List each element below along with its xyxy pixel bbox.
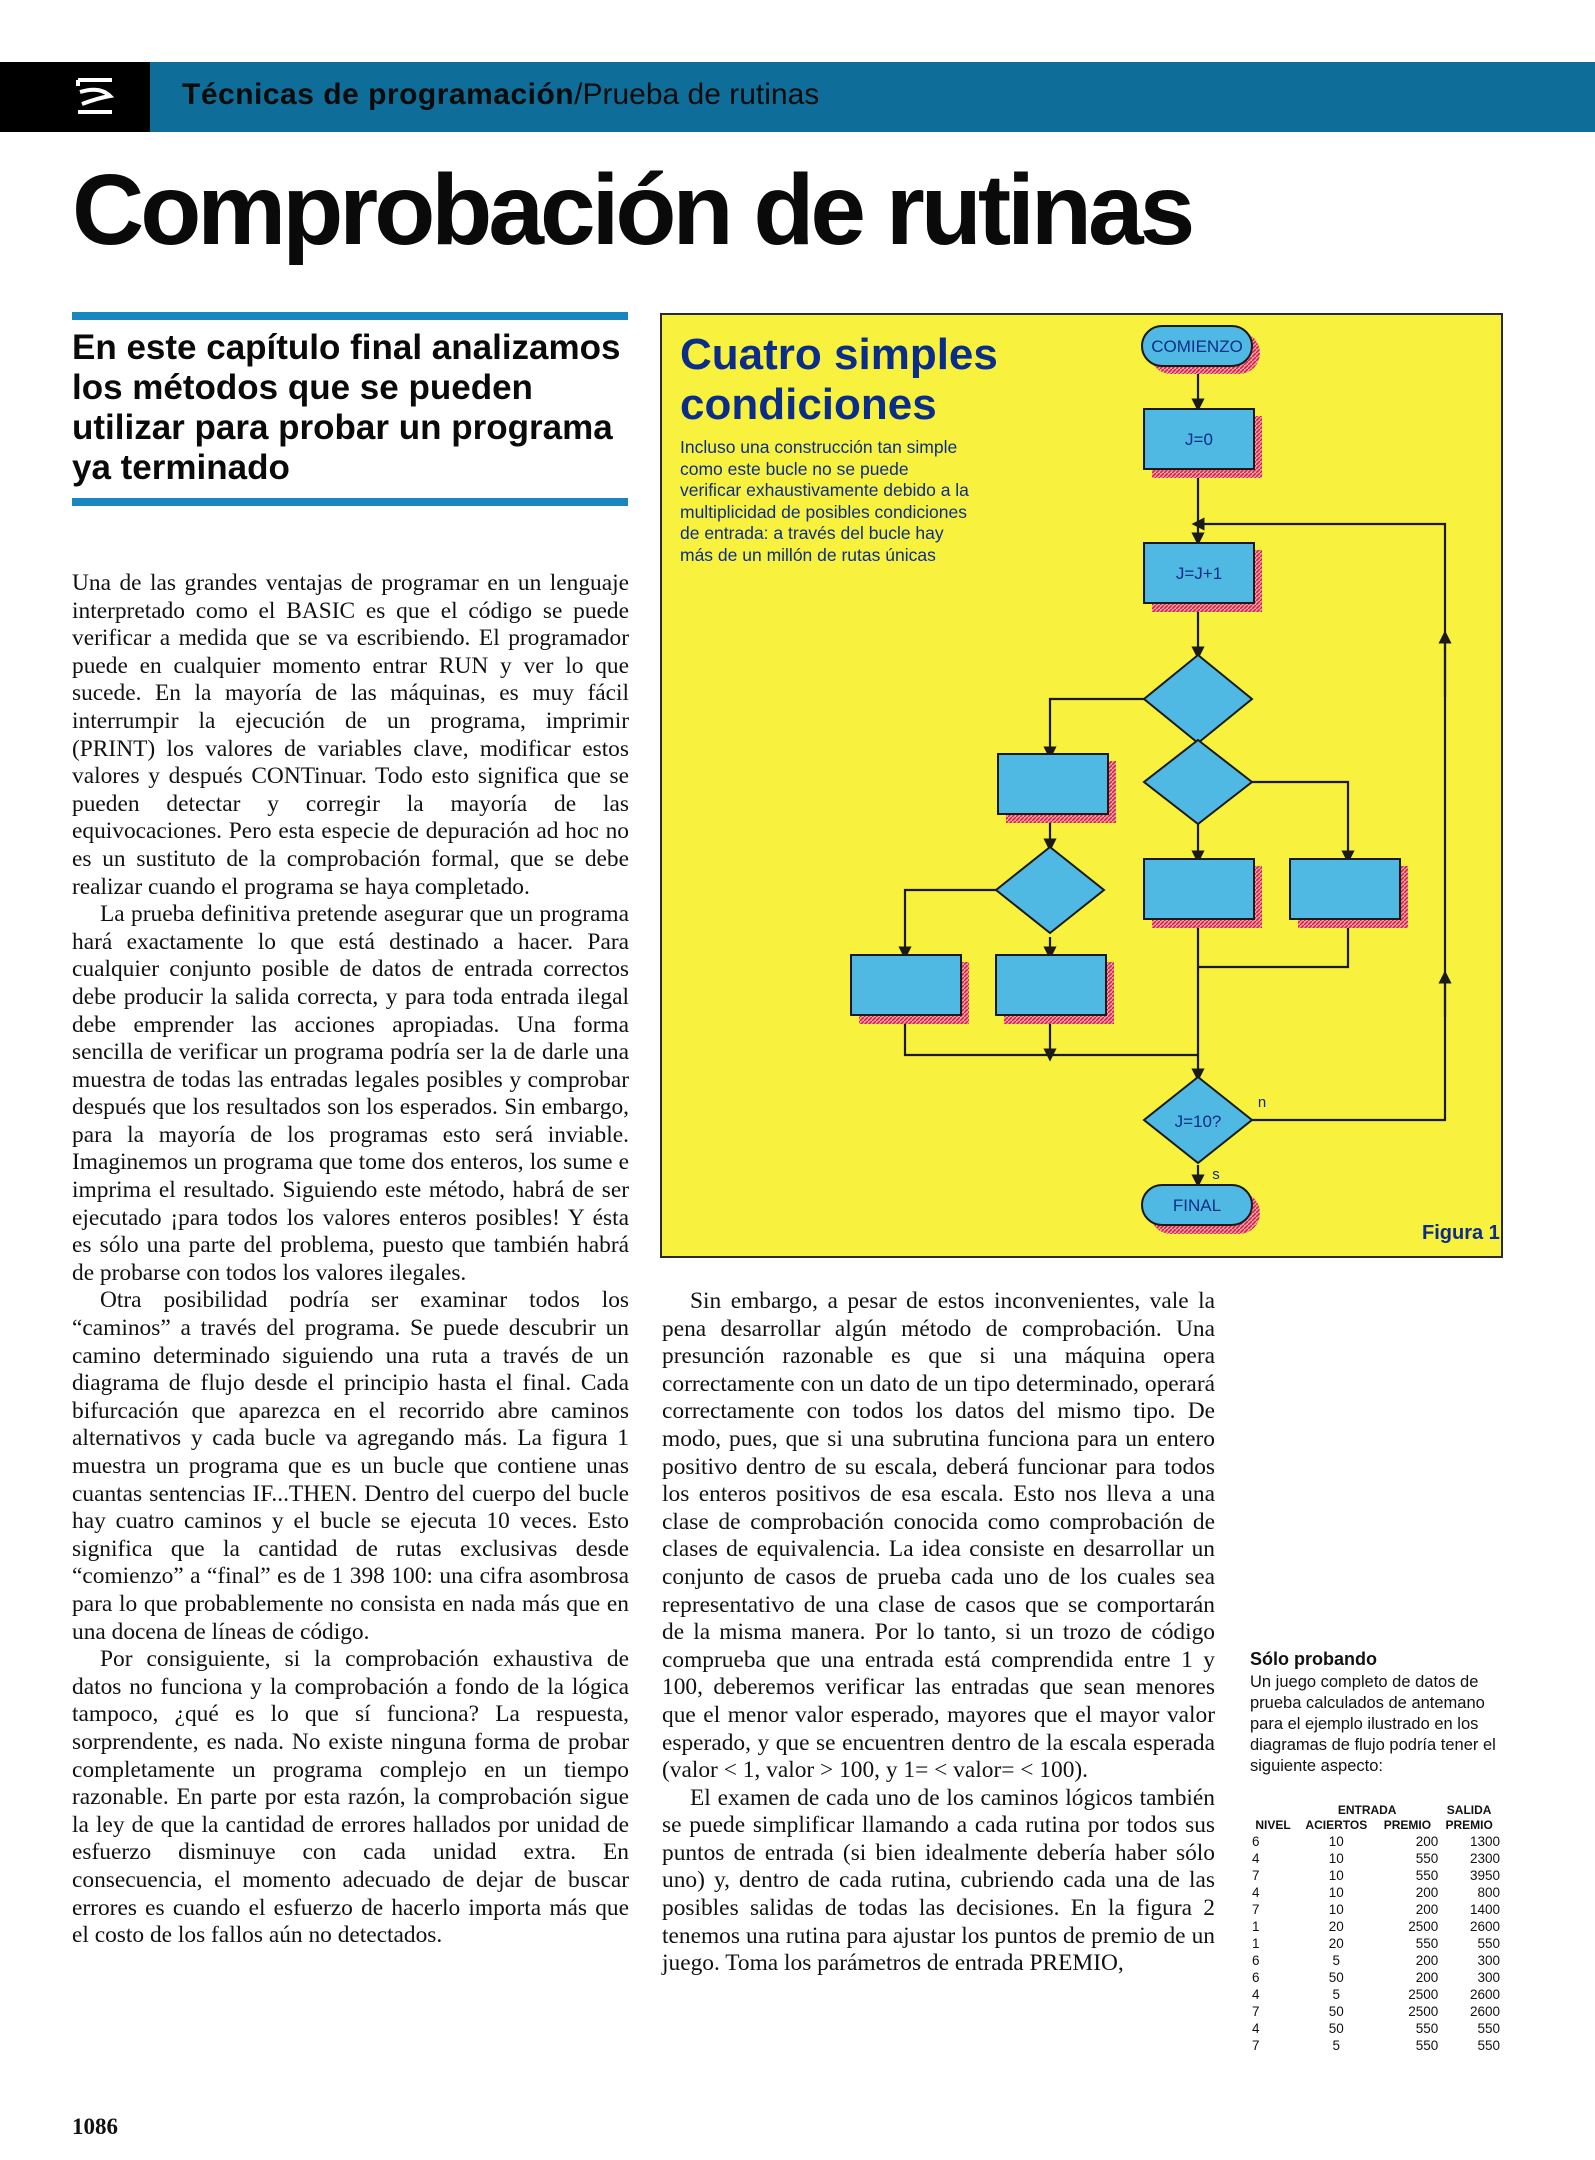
section-header-title xyxy=(182,78,819,112)
table-cell: 2300 xyxy=(1469,1851,1500,1866)
table-cell: 550 xyxy=(1415,1851,1439,1866)
table-cell: 7 xyxy=(1252,1868,1260,1883)
table-cell: 550 xyxy=(1415,1936,1439,1951)
table-cell: 550 xyxy=(1415,1868,1439,1883)
decision-diamond xyxy=(1144,655,1252,743)
table-cell: 550 xyxy=(1477,1936,1500,1951)
paragraph: La prueba definitiva pretende asegurar que un programa hará exactamente lo que está destinado a hacer. Para cualquier conjunto posible de datos de entrada correctos debe producir la salida correcta, y para toda entrada ilegal debe emprender las acciones apropiadas. Una forma sencilla de verificar un programa podría ser la de darle una muestra de todas las entradas legales posibles y comprobar después que los resultados son los esperados. Sin embargo, para la mayoría de los programas esto será inviable. Imaginemos un programa que tome dos enteros, los sume e imprima el resultado. Siguiendo este método, habrá de ser ejecutado ¡para todos los valores enteros posibles! Y ésta es sólo una parte del problema, puesto que también habrá de probarse con todos los valores ilegales. xyxy=(72,901,629,1286)
table-cell: 20 xyxy=(1328,1936,1344,1951)
table-cell: 2600 xyxy=(1469,1987,1500,2002)
table-cell: 1300 xyxy=(1469,1834,1500,1849)
figure-caption: Incluso una construcción tan simple como este bucle no se puede verificar exhaustivamente debido a la multiplicidad de posibles condiciones de entrada: a través del bucle hay más de un millón de rutas únicas xyxy=(680,437,969,565)
table-cell: 50 xyxy=(1328,1970,1344,1985)
table-cell: 550 xyxy=(1477,2038,1500,2053)
lead-top-rule xyxy=(72,312,628,320)
process-box xyxy=(996,955,1106,1015)
table-cell: 10 xyxy=(1328,1868,1344,1883)
page-title: Comprobación de rutinas xyxy=(72,154,1192,266)
loop-test-label: J=10? xyxy=(1174,1112,1222,1131)
table-cell: 800 xyxy=(1477,1885,1500,1900)
table-row xyxy=(1250,1935,1500,1952)
process-box xyxy=(851,955,961,1015)
process-box xyxy=(1144,859,1254,919)
table-cell: 200 xyxy=(1415,1953,1439,1968)
table-header-row xyxy=(1250,1818,1500,1833)
sidebar-box xyxy=(1250,1648,1510,1777)
table-cell: 50 xyxy=(1328,2004,1344,2019)
table-row xyxy=(1250,1884,1500,1901)
lead-bottom-rule xyxy=(72,498,628,506)
table-cell: 2500 xyxy=(1408,2004,1439,2019)
process-box xyxy=(1290,859,1400,919)
section-subtitle: /Prueba de rutinas xyxy=(574,78,820,111)
table-cell: 6 xyxy=(1252,1953,1260,1968)
start-label: COMIENZO xyxy=(1151,337,1243,356)
end-label: FINAL xyxy=(1172,1196,1222,1215)
column-header: PREMIO xyxy=(1383,1818,1432,1832)
table-cell: 7 xyxy=(1252,2038,1260,2053)
table-cell: 7 xyxy=(1252,2004,1260,2019)
group-header-output: SALIDA xyxy=(1446,1803,1492,1817)
table-cell: 7 xyxy=(1252,1902,1260,1917)
table-row xyxy=(1250,1833,1500,1850)
figure-title-line: Cuatro simples xyxy=(680,330,998,379)
table-cell: 4 xyxy=(1252,1885,1260,1900)
table-row xyxy=(1250,1969,1500,1986)
test-data-table xyxy=(1250,1803,1500,2054)
table-cell: 2600 xyxy=(1469,1919,1500,1934)
group-header-input: ENTRADA xyxy=(1337,1803,1397,1817)
sidebar-text: Un juego completo de datos de prueba calculados de antemano para el ejemplo ilustrado en los diagramas de flujo podría tener el siguiente aspecto: xyxy=(1250,1673,1496,1775)
table-cell: 550 xyxy=(1415,2038,1439,2053)
column-header: NIVEL xyxy=(1255,1818,1291,1832)
paragraph: El examen de cada uno de los caminos lógicos también se puede simplificar llamando a cada rutina por todos sus puntos de entrada (si bien idealmente debería haber sólo uno) y, dentro de cada rutina, cubriendo cada una de las posibles salidas de todas las decisiones. En la figura 2 tenemos una rutina para ajustar los puntos de premio de un juego. Toma los parámetros de entrada PREMIO, xyxy=(662,1784,1215,1977)
table-cell: 5 xyxy=(1332,2038,1341,2053)
table-cell: 10 xyxy=(1328,1902,1344,1917)
table-cell: 1 xyxy=(1252,1936,1260,1951)
process-box xyxy=(998,754,1108,814)
table-cell: 4 xyxy=(1252,2021,1260,2036)
table-body xyxy=(1250,1833,1500,2054)
figure-title-line: condiciones xyxy=(680,380,937,429)
table-cell: 300 xyxy=(1477,1970,1500,1985)
table-cell: 20 xyxy=(1328,1919,1344,1934)
no-branch-label: n xyxy=(1257,1094,1267,1111)
table-cell: 2500 xyxy=(1408,1987,1439,2002)
table-row xyxy=(1250,1850,1500,1867)
flowchart-diagram xyxy=(660,313,1503,1258)
table-cell: 200 xyxy=(1415,1970,1439,1985)
table-row xyxy=(1250,2020,1500,2037)
table-cell: 10 xyxy=(1328,1851,1344,1866)
paragraph: Otra posibilidad podría ser examinar todos los “caminos” a través del programa. Se puede descubrir un camino determinado siguiendo una ruta a través de un diagrama de flujo desde el principio hasta el final. Cada bifurcación que aparezca en el recorrido abre caminos alternativos y cada bucle va agregando más. La figura 1 muestra un programa que es un bucle que contiene unas cuantas sentencias IF...THEN. Dentro del cuerpo del bucle hay cuatro caminos y el bucle se ejecuta 10 veces. Esto significa que la cantidad de rutas exclusivas desde “comienzo” a “final” es de 1 398 100: una cifra asombrosa para lo que probablemente no consista en nada más que en una docena de líneas de código. xyxy=(72,1287,629,1645)
table-cell: 2600 xyxy=(1469,2004,1500,2019)
table-cell: 4 xyxy=(1252,1851,1260,1866)
table-cell: 50 xyxy=(1328,2021,1344,2036)
table-cell: 2500 xyxy=(1408,1919,1439,1934)
table-cell: 6 xyxy=(1252,1834,1260,1849)
table-cell: 550 xyxy=(1415,2021,1439,2036)
decision-diamond xyxy=(996,847,1104,933)
increment-label: J=J+1 xyxy=(1175,564,1223,583)
table-group-header-row xyxy=(1250,1803,1500,1818)
paragraph: Sin embargo, a pesar de estos inconvenientes, vale la pena desarrollar algún método de comprobación. Una presunción razonable es que si una máquina opera correctamente con un dato de un tipo determinado, operará correctamente con todos los datos del mismo tipo. De modo, pues, que si una subrutina funciona para un entero positivo dentro de su escala, deberá funcionar para todos los enteros positivos de esa escala. Esto nos lleva a una clase de comprobación conocida como comprobación de clases de equivalencia. La idea consiste en desarrollar un conjunto de casos de prueba cada uno de los cuales sea representativo de una clase de casos que se comportarán de la misma manera. Por lo tanto, si un trozo de código comprueba que una entrada está comprendida entre 1 y 100, deberemos verificar las entradas que sean menores que el menor valor esperado, mayores que el mayor valor esperado, y que se encuentren dentro de la escala esperada (valor < 1, valor > 100, y 1= < valor= < 100). xyxy=(662,1288,1215,1784)
table-cell: 5 xyxy=(1332,1987,1341,2002)
table-row xyxy=(1250,1952,1500,1969)
table-cell: 200 xyxy=(1415,1902,1439,1917)
table-row xyxy=(1250,1986,1500,2003)
table-cell: 1 xyxy=(1252,1919,1260,1934)
article-column-1 xyxy=(72,570,629,1950)
article-column-2 xyxy=(662,1288,1215,1978)
table-row xyxy=(1250,1901,1500,1918)
sidebar-title: Sólo probando xyxy=(1250,1649,1377,1669)
table-cell: 200 xyxy=(1415,1834,1439,1849)
table-cell: 5 xyxy=(1332,1953,1341,1968)
table-cell: 3950 xyxy=(1469,1868,1500,1883)
table-cell: 10 xyxy=(1328,1834,1344,1849)
table-row xyxy=(1250,1918,1500,1935)
decision-diamond xyxy=(1144,740,1252,824)
table-cell: 6 xyxy=(1252,1970,1260,1985)
table-row xyxy=(1250,1867,1500,1884)
table-cell: 4 xyxy=(1252,1987,1260,2002)
page-number: 1086 xyxy=(72,2114,118,2139)
figure-number-label: Figura 1 xyxy=(1422,1222,1500,1244)
section-name: Técnicas de programación xyxy=(182,78,575,111)
table-cell: 10 xyxy=(1328,1885,1344,1900)
table-cell: 200 xyxy=(1415,1885,1439,1900)
yes-branch-label: s xyxy=(1212,1166,1220,1183)
column-header: ACIERTOS xyxy=(1305,1818,1368,1832)
magazine-logo-icon xyxy=(70,72,120,122)
paragraph: Una de las grandes ventajas de programar en un lenguaje interpretado como el BASIC es que el código se puede verificar a medida que se va escribiendo. El programador puede en cualquier momento entrar RUN y ver lo que sucede. En la mayoría de las máquinas, es muy fácil interrumpir la ejecución de un programa, imprimir (PRINT) los valores de variables clave, modificar estos valores y después CONTinuar. Todo esto significa que se pueden detectar y corregir la mayoría de las equivocaciones. Pero esta especie de depuración ad hoc no es un sustituto de la comprobación formal, que se debe realizar cuando el programa se haya completado. xyxy=(72,570,629,900)
table-cell: 550 xyxy=(1477,2021,1500,2036)
table-row xyxy=(1250,2003,1500,2020)
table-cell: 300 xyxy=(1477,1953,1500,1968)
lead-paragraph: En este capítulo final analizamos los métodos que se pueden utilizar para probar un programa ya terminado xyxy=(72,328,621,487)
paragraph: Por consiguiente, si la comprobación exhaustiva de datos no funciona y la comprobación a fondo de la lógica tampoco, ¿qué es lo que sí funciona? La respuesta, sorprendente, es nada. No existe ninguna forma de probar completamente un programa complejo en un tiempo razonable. En parte por esta razón, la comprobación sigue la ley de que la cantidad de errores hallados por unidad de esfuerzo disminuye con cada unidad extra. En consecuencia, el momento adecuado de dejar de buscar errores es cuando el esfuerzo de hacerlo importa más que el costo de los fallos aún no detectados. xyxy=(72,1646,629,1949)
table-cell: 1400 xyxy=(1469,1902,1500,1917)
table-row xyxy=(1250,2037,1500,2054)
flow-shapes xyxy=(851,326,1408,1234)
column-header: PREMIO xyxy=(1445,1818,1493,1832)
init-label: J=0 xyxy=(1185,430,1213,449)
